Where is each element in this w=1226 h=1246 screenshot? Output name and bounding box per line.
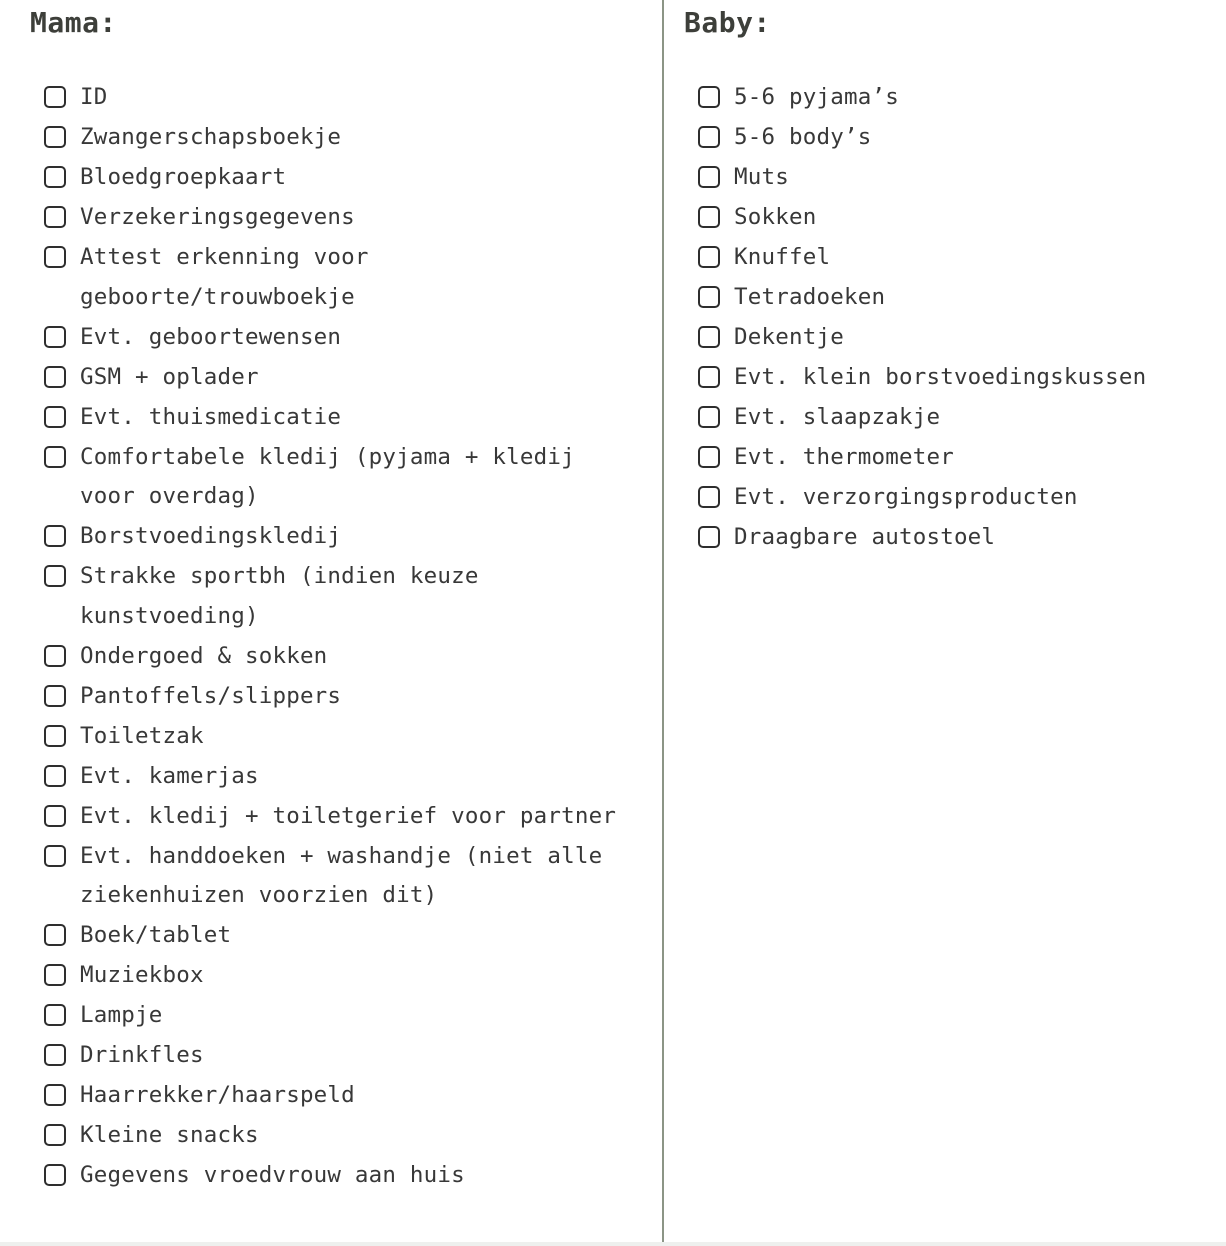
checklist-item-label: Knuffel <box>734 244 831 270</box>
checkbox[interactable] <box>698 126 720 148</box>
checklist-item-label: Gegevens vroedvrouw aan huis <box>80 1162 465 1188</box>
checklist-item-label: Evt. kledij + toiletgerief voor partner <box>80 802 617 829</box>
checklist-item-label: Attest erkenning voor geboorte/trouwboekje <box>80 244 369 310</box>
checklist-item-label: Drinkfles <box>80 1042 204 1068</box>
checkbox[interactable] <box>44 1084 66 1106</box>
checkbox[interactable] <box>44 446 66 468</box>
checklist-item-label: Draagbare autostoel <box>734 524 996 550</box>
checkbox[interactable] <box>44 685 66 707</box>
checkbox[interactable] <box>698 246 720 268</box>
checklist-item-label: Evt. geboortewensen <box>80 323 342 350</box>
checkbox[interactable] <box>698 166 720 188</box>
checklist-item[interactable] <box>44 1076 650 1116</box>
checklist-item-label: Comfortabele kledij (pyjama + kledij voor overdag) <box>80 443 575 509</box>
checkbox[interactable] <box>44 1044 66 1066</box>
checkbox[interactable] <box>698 326 720 348</box>
checklist-item-label: Evt. slaapzakje <box>734 404 941 430</box>
checklist-item[interactable] <box>44 398 650 438</box>
checklist-item-label: Evt. verzorgingsproducten <box>734 484 1078 510</box>
checklist-item[interactable] <box>698 198 1224 238</box>
checkbox[interactable] <box>698 406 720 428</box>
bottom-edge <box>0 1242 1226 1246</box>
checklist-item[interactable] <box>698 438 1224 478</box>
mama-heading: Mama: <box>30 6 117 39</box>
checklist-item-label: Muts <box>734 164 789 190</box>
checkbox[interactable] <box>44 206 66 228</box>
checklist-item[interactable] <box>698 318 1224 358</box>
checkbox[interactable] <box>698 86 720 108</box>
checklist-item[interactable] <box>698 238 1224 278</box>
checklist-item[interactable] <box>698 518 1224 558</box>
checkbox[interactable] <box>44 406 66 428</box>
checkbox[interactable] <box>44 1164 66 1186</box>
baby-heading: Baby: <box>684 6 771 39</box>
checklist-item-label: Muziekbox <box>80 962 204 988</box>
checklist-item[interactable] <box>698 398 1224 438</box>
checklist-item[interactable] <box>44 318 650 358</box>
checkbox[interactable] <box>698 486 720 508</box>
checklist-item-label: Bloedgroepkaart <box>80 164 287 190</box>
checklist-item[interactable] <box>698 478 1224 518</box>
checklist-item[interactable] <box>44 118 650 158</box>
checkbox[interactable] <box>44 525 66 547</box>
checklist-item[interactable] <box>44 717 650 757</box>
checklist-item[interactable] <box>44 198 650 238</box>
checklist-item[interactable] <box>44 637 650 677</box>
checklist-item-label: Sokken <box>734 204 817 230</box>
checkbox[interactable] <box>44 765 66 787</box>
checklist-item[interactable] <box>44 996 650 1036</box>
checklist-item-label: Toiletzak <box>80 722 204 749</box>
checklist-item[interactable] <box>44 757 650 797</box>
checklist-item[interactable] <box>44 837 650 916</box>
checklist-item[interactable] <box>44 158 650 198</box>
checklist-item-label: Ondergoed & sokken <box>80 642 328 669</box>
checkbox[interactable] <box>44 1124 66 1146</box>
checkbox[interactable] <box>44 1004 66 1026</box>
checklist-item-label: ID <box>80 84 108 110</box>
checkbox[interactable] <box>44 964 66 986</box>
checklist-item-label: Strakke sportbh (indien keuze kunstvoeding) <box>80 563 479 629</box>
checklist-item[interactable] <box>698 278 1224 318</box>
checkbox[interactable] <box>698 526 720 548</box>
checklist-item[interactable] <box>44 517 650 557</box>
baby-checklist <box>684 78 1224 558</box>
checkbox[interactable] <box>44 565 66 587</box>
checkbox[interactable] <box>44 86 66 108</box>
checklist-item-label: Lampje <box>80 1002 163 1028</box>
checkbox[interactable] <box>698 286 720 308</box>
checklist-item[interactable] <box>698 158 1224 198</box>
checklist-item[interactable] <box>44 1156 650 1196</box>
checklist-item-label: Boek/tablet <box>80 922 232 948</box>
checklist-item-label: Evt. handdoeken + washandje (niet alle ziekenhuizen voorzien dit) <box>80 842 603 908</box>
checklist-item[interactable] <box>698 118 1224 158</box>
checklist-item-label: Zwangerschapsboekje <box>80 124 342 150</box>
mama-checklist <box>30 78 650 1196</box>
checklist-item-label: GSM + oplader <box>80 363 259 390</box>
checklist-item-label: 5-6 pyjama’s <box>734 84 899 110</box>
checklist-item[interactable] <box>698 358 1224 398</box>
checklist-item[interactable] <box>44 438 650 517</box>
checklist-item-label: Evt. thuismedicatie <box>80 403 342 430</box>
checklist-item[interactable] <box>44 677 650 717</box>
checklist-item-label: Kleine snacks <box>80 1122 259 1148</box>
checklist-item[interactable] <box>44 1036 650 1076</box>
checkbox[interactable] <box>44 924 66 946</box>
checklist-item-label: Evt. klein borstvoedingskussen <box>734 364 1147 390</box>
checklist-item-label: Borstvoedingskledij <box>80 523 342 549</box>
checklist-item[interactable] <box>698 78 1224 118</box>
checkbox[interactable] <box>44 166 66 188</box>
checklist-item-label: Evt. kamerjas <box>80 762 259 789</box>
checkbox[interactable] <box>44 366 66 388</box>
checklist-item[interactable] <box>44 238 650 317</box>
checkbox[interactable] <box>698 446 720 468</box>
checklist-item[interactable] <box>44 1116 650 1156</box>
checklist-item[interactable] <box>44 358 650 398</box>
checklist-item-label: Dekentje <box>734 324 844 350</box>
checkbox[interactable] <box>44 845 66 867</box>
checklist-item[interactable] <box>44 557 650 636</box>
checkbox[interactable] <box>44 725 66 747</box>
checkbox[interactable] <box>698 206 720 228</box>
checklist-item[interactable] <box>44 78 650 118</box>
column-divider <box>662 0 664 1246</box>
checklist-item-label: Haarrekker/haarspeld <box>80 1082 355 1108</box>
checkbox[interactable] <box>44 126 66 148</box>
checkbox[interactable] <box>44 246 66 268</box>
mama-column <box>30 0 650 1196</box>
checkbox[interactable] <box>698 366 720 388</box>
checklist-item-label: Verzekeringsgegevens <box>80 204 355 230</box>
checklist-item[interactable] <box>44 916 650 956</box>
checkbox[interactable] <box>44 326 66 348</box>
checklist-item[interactable] <box>44 956 650 996</box>
checklist-item[interactable] <box>44 797 650 837</box>
checklist-item-label: Tetradoeken <box>734 284 886 310</box>
checklist-item-label: Pantoffels/slippers <box>80 682 342 709</box>
baby-column <box>684 0 1224 558</box>
checkbox[interactable] <box>44 805 66 827</box>
checkbox[interactable] <box>44 645 66 667</box>
checklist-item-label: 5-6 body’s <box>734 124 872 150</box>
checklist-item-label: Evt. thermometer <box>734 444 954 470</box>
